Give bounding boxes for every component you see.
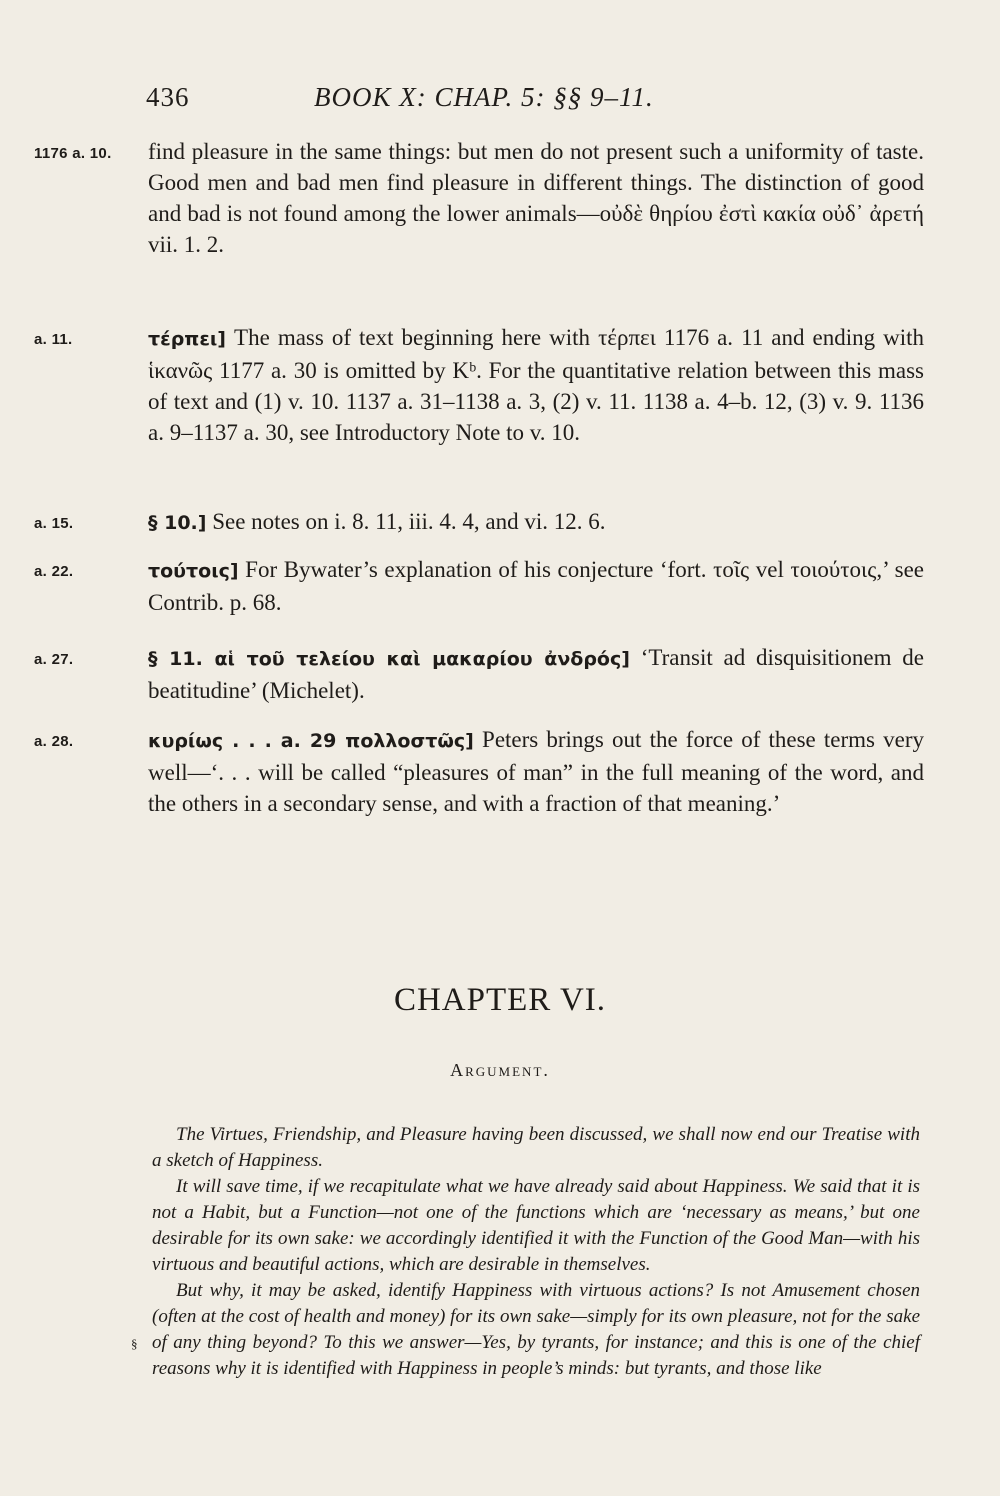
running-title: BOOK X: CHAP. 5: §§ 9–11. — [314, 82, 654, 112]
commentary-note — [34, 506, 924, 539]
line-reference: a. 28. — [34, 733, 74, 750]
lemma: τέρπει] — [148, 328, 226, 350]
running-head — [146, 78, 916, 122]
margin-mark: § — [131, 1336, 138, 1351]
commentary-note — [34, 554, 924, 618]
argument-paragraph: But why, it may be asked, identify Happiness with virtuous actions? Is not Amusement chosen (often at the cost of health and money) for its own sake—simply for its own pleasure, not for the sake of any thing beyond? To this we answer—Yes, by tyrants, for instance; and this is one of the chief reasons why it is identified with Happiness in people’s minds: but tyrants, and those like — [152, 1280, 920, 1379]
note-text: ‘Transit ad disquisitionem de beatitudine’ (Michelet). — [148, 645, 925, 703]
lemma: § 11. αἱ τοῦ τελείου καὶ μακαρίου ἀνδρός] — [148, 648, 630, 670]
line-reference: a. 22. — [34, 563, 74, 580]
note-text: Peters brings out the force of these terms very well—‘. . . will be called “pleasures of man” in the full meaning of the word, and the others in a secondary sense, and with a fraction of that meaning.’ — [148, 727, 925, 816]
line-reference: 1176 a. 10. — [34, 145, 112, 162]
note-text: find pleasure in the same things: but men do not present such a uniformity of taste. Good men and bad men find pleasure in different things. The distinction of good and bad is not found among the lower animals—οὐδὲ θηρίου ἐστὶ κακία οὐδ᾽ ἀρετή vii. 1. 2. — [148, 139, 924, 257]
lemma: τούτοις] — [148, 560, 239, 582]
argument-heading: Argument. — [450, 1060, 550, 1080]
note-text: See notes on i. 8. 11, iii. 4. 4, and vi. 12. 6. — [212, 509, 606, 534]
note-text: For Bywater’s explanation of his conjecture ‘fort. τοῖς vel τοιούτοις,’ see Contrib. p. 68. — [148, 557, 924, 615]
commentary-note — [34, 724, 924, 819]
lemma: κυρίως . . . a. 29 πολλοστῶς] — [148, 730, 474, 752]
lemma: § 10.] — [148, 512, 207, 534]
note-text: The mass of text beginning here with τέρπει 1176 a. 11 and ending with ἱκανῶς 1177 a. 30 is omitted by Kᵇ. For the quantitative relation between this mass of text and (1) v. 10. 1137 a. 31–1138 a. 3, (2) v. 11. 1138 a. 4–b. 12, (3) v. 9. 1136 a. 9–1137 a. 30, see Introductory Note to v. 10. — [148, 325, 924, 445]
argument-paragraph: It will save time, if we recapitulate what we have already said about Happiness. We said that it is not a Habit, but a Function—not one of the functions which are ‘necessary as means,’ but one desirable for its own sake: we accordingly identified it with the Function of the Good Man—with his virtuous and beautiful actions, which are desirable in themselves. — [152, 1176, 920, 1275]
argument-summary — [152, 1122, 920, 1382]
line-reference: a. 11. — [34, 331, 73, 348]
chapter-heading: CHAPTER VI. — [393, 982, 607, 1018]
commentary-note — [34, 322, 924, 448]
commentary-note — [34, 136, 924, 260]
commentary-note — [34, 642, 924, 706]
page-number: 436 — [146, 82, 190, 112]
line-reference: a. 27. — [34, 651, 74, 668]
line-reference: a. 15. — [34, 515, 74, 532]
argument-paragraph: The Virtues, Friendship, and Pleasure having been discussed, we shall now end our Treatise with a sketch of Happiness. — [152, 1124, 920, 1171]
